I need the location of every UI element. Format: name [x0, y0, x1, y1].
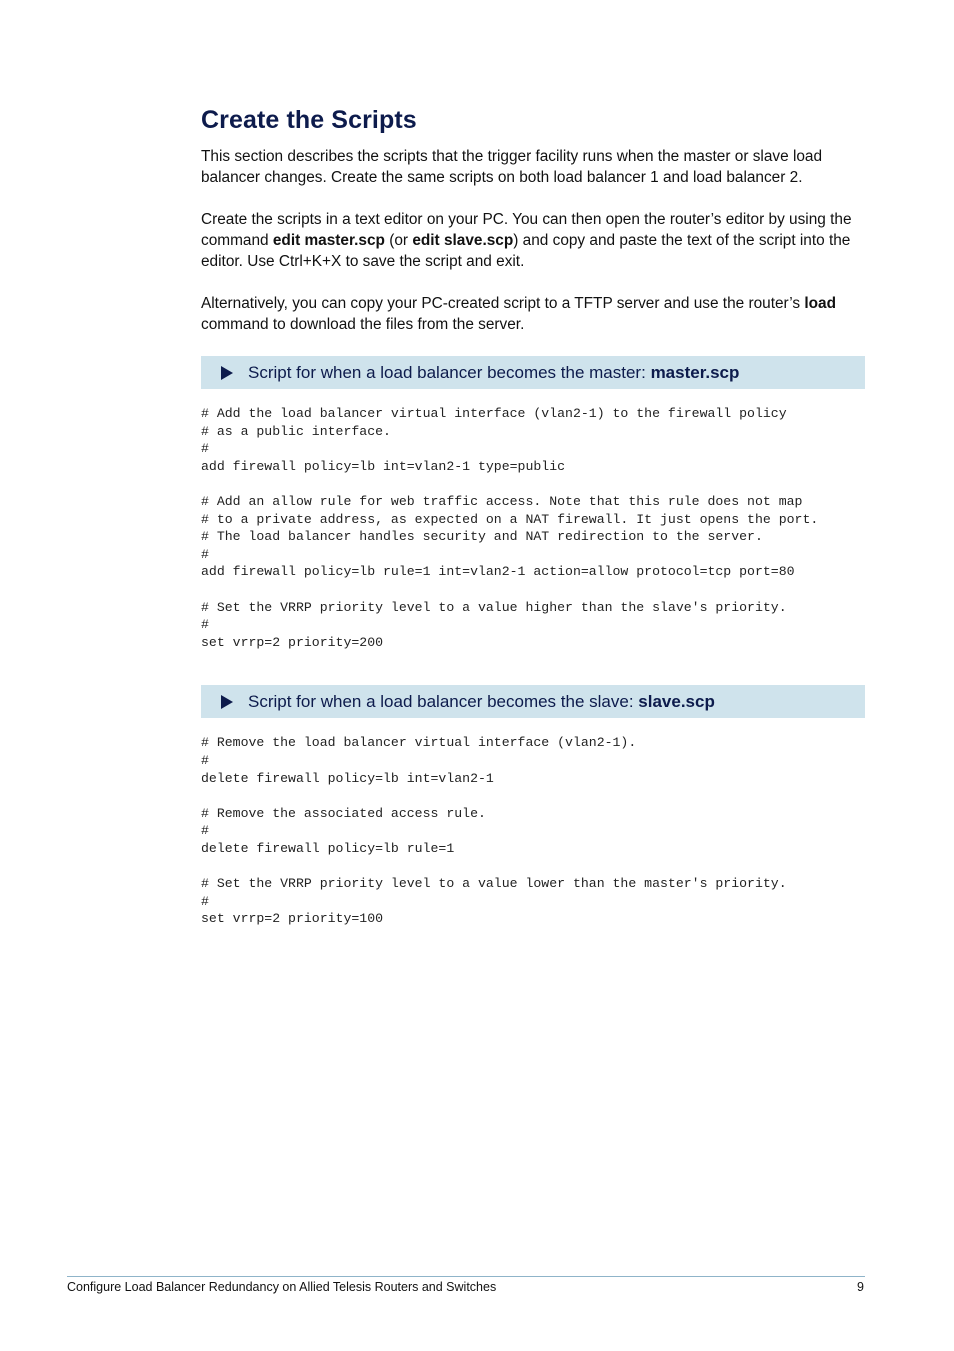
load-command: load: [804, 295, 837, 312]
master-script-header: [201, 356, 865, 389]
master-header-label: Script for when a load balancer becomes the master:: [248, 362, 646, 382]
footer-title: Configure Load Balancer Redundancy on Allied Telesis Routers and Switches: [67, 1280, 497, 1294]
tftp-text-2: command to download the files from the server.: [201, 316, 525, 333]
triangle-right-icon: [221, 366, 233, 380]
editor-text-1: Create the scripts in a text editor on your PC. You can then open the router’s editor by using the command: [201, 211, 852, 249]
tftp-text-1: Alternatively, you can copy your PC-created script to a TFTP server and use the router’s: [201, 295, 805, 312]
intro-paragraph: This section describes the scripts that the trigger facility runs when the master or slave load balancer changes. Create the same scripts on both load balancer 1 and load balancer 2.: [201, 148, 823, 186]
editor-text-2: (or: [384, 232, 413, 249]
editor-paragraph: [201, 209, 865, 272]
section-title: Create the Scripts: [201, 106, 417, 134]
slave-script-header: [201, 685, 865, 718]
slave-header-filename: slave.scp: [638, 691, 715, 711]
master-header-filename: master.scp: [650, 362, 740, 382]
footer-divider: [67, 1276, 865, 1277]
edit-slave-command: edit slave.scp: [412, 232, 514, 249]
triangle-right-icon: [221, 695, 233, 709]
page-content: [201, 104, 865, 928]
edit-master-command: edit master.scp: [272, 232, 385, 249]
tftp-paragraph: [201, 293, 865, 335]
page-number: 9: [857, 1280, 864, 1294]
editor-text-3: ) and copy and paste the text of the script into the editor. Use Ctrl+K+X to save the script and exit.: [201, 232, 851, 270]
master-script-code: # Add the load balancer virtual interface (vlan2-1) to the firewall policy # as a public interface. # add firewall policy=lb int=vlan2-1 type=public # Add an allow rule for web traffic access. Note that this rule does not map # to a private address, as expected on a NAT firewall. It just opens the port. # The load balancer handles security and NAT redirection to the server. # add firewall policy=lb rule=1 int=vlan2-1 action=allow protocol=tcp port=80 # Set the VRRP priority level to a value higher than the slave's priority. # set vrrp=2 priority=200: [201, 406, 819, 650]
slave-script-code: # Remove the load balancer virtual interface (vlan2-1). # delete firewall policy=lb int=vlan2-1 # Remove the associated access rule. # delete firewall policy=lb rule=1 # Set the VRRP priority level to a value lower than the master's priority. # set vrrp=2 priority=100: [201, 735, 787, 927]
slave-header-label: Script for when a load balancer becomes the slave:: [248, 691, 634, 711]
